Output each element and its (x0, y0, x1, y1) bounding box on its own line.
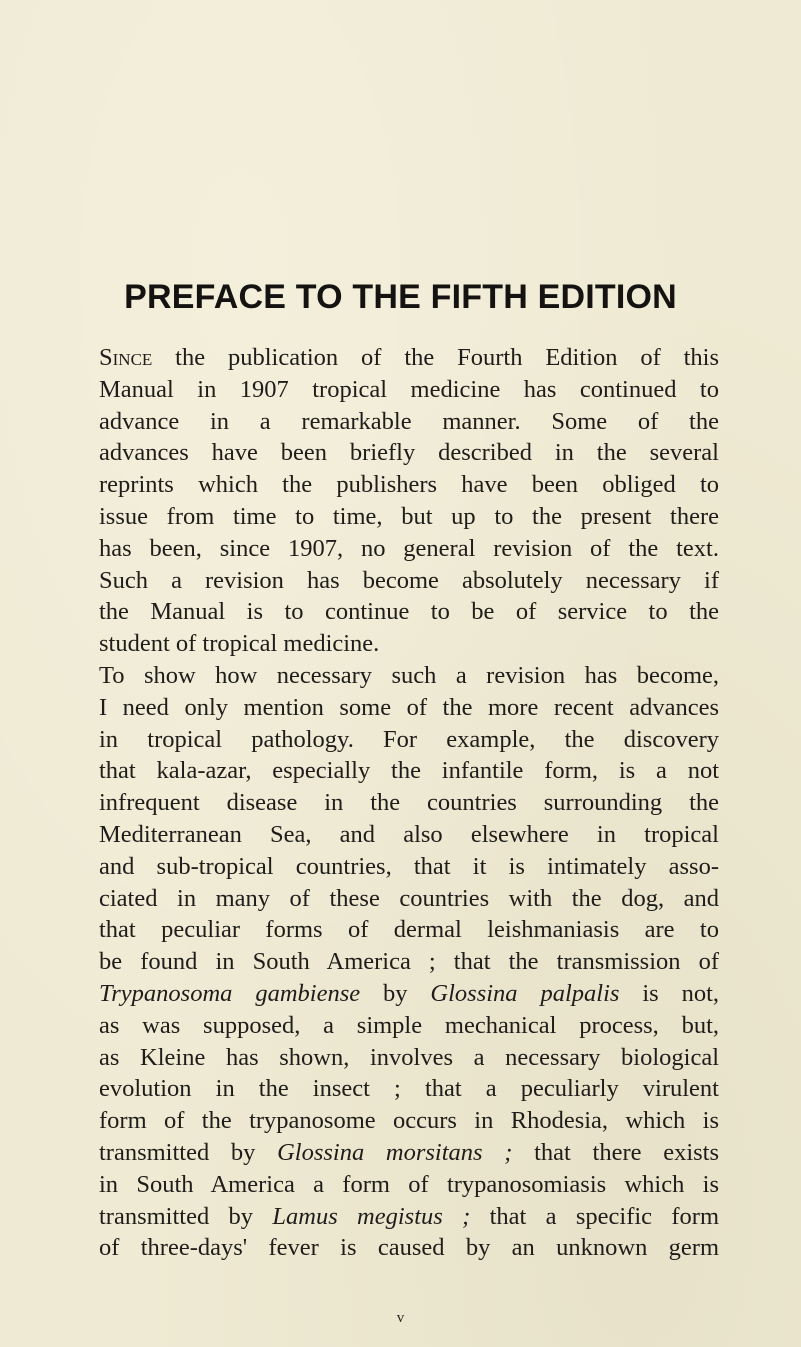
text-line: form of the trypanosome occurs in Rhodesia, which is (99, 1107, 719, 1135)
text-line: infrequent disease in the countries surrounding the (99, 789, 719, 817)
species-name: Trypanosoma gambiense (99, 979, 361, 1007)
species-name: Glossina morsitans ; (277, 1138, 513, 1166)
text-line: Mediterranean Sea, and also elsewhere in tropical (99, 820, 719, 848)
text-line: student of tropical medicine. (99, 630, 380, 658)
text-run: by (360, 979, 431, 1007)
text-line: in tropical pathology. For example, the discovery (99, 725, 719, 753)
text-run: is not, (619, 979, 720, 1007)
text-run: that there exists (512, 1138, 720, 1166)
preface-heading: PREFACE TO THE FIFTH EDITION (124, 278, 677, 316)
text-line: Manual in 1907 tropical medicine has continued to (99, 375, 719, 403)
text-line (99, 342, 719, 374)
text-line (99, 1201, 719, 1233)
text-run: transmitted by (99, 1202, 273, 1230)
text-line: as Kleine has shown, involves a necessary biological (99, 1043, 719, 1071)
text-line: of three-days' fever is caused by an unknown germ (99, 1234, 719, 1262)
small-caps-word: Since (99, 344, 153, 371)
text-line: I need only mention some of the more recent advances (99, 693, 719, 721)
text-run: that a specific form (470, 1202, 720, 1230)
text-line: that peculiar forms of dermal leishmaniasis are to (99, 916, 719, 944)
species-name: Lamus megistus ; (272, 1202, 471, 1230)
text-line: ciated in many of these countries with the dog, and (99, 884, 719, 912)
text-run: the publication of the Fourth Edition of this (152, 344, 719, 371)
text-line: evolution in the insect ; that a peculiarly virulent (99, 1075, 719, 1103)
text-line: as was supposed, a simple mechanical process, but, (99, 1011, 719, 1039)
preface-body (99, 342, 719, 1264)
species-name: Glossina palpalis (430, 979, 620, 1007)
text-line: be found in South America ; that the transmission of (99, 948, 719, 976)
text-line: Such a revision has become absolutely necessary if (99, 566, 719, 594)
text-line: issue from time to time, but up to the present there (99, 502, 719, 530)
text-line: in South America a form of trypanosomiasis which is (99, 1170, 719, 1198)
text-line: that kala-azar, especially the infantile form, is a not (99, 757, 719, 785)
text-line: and sub-tropical countries, that it is intimately asso- (99, 852, 719, 880)
text-line: advance in a remarkable manner. Some of the (99, 407, 719, 435)
text-line (99, 1137, 719, 1169)
text-run: transmitted by (99, 1138, 278, 1166)
text-line: reprints which the publishers have been obliged to (99, 471, 719, 499)
text-line: has been, since 1907, no general revision of the text. (99, 534, 719, 562)
text-line: advances have been briefly described in the several (99, 439, 719, 467)
text-line (99, 978, 719, 1010)
text-line: To show how necessary such a revision has become, (99, 661, 719, 689)
page-folio: v (396, 1310, 405, 1326)
text-line: the Manual is to continue to be of service to the (99, 598, 719, 626)
